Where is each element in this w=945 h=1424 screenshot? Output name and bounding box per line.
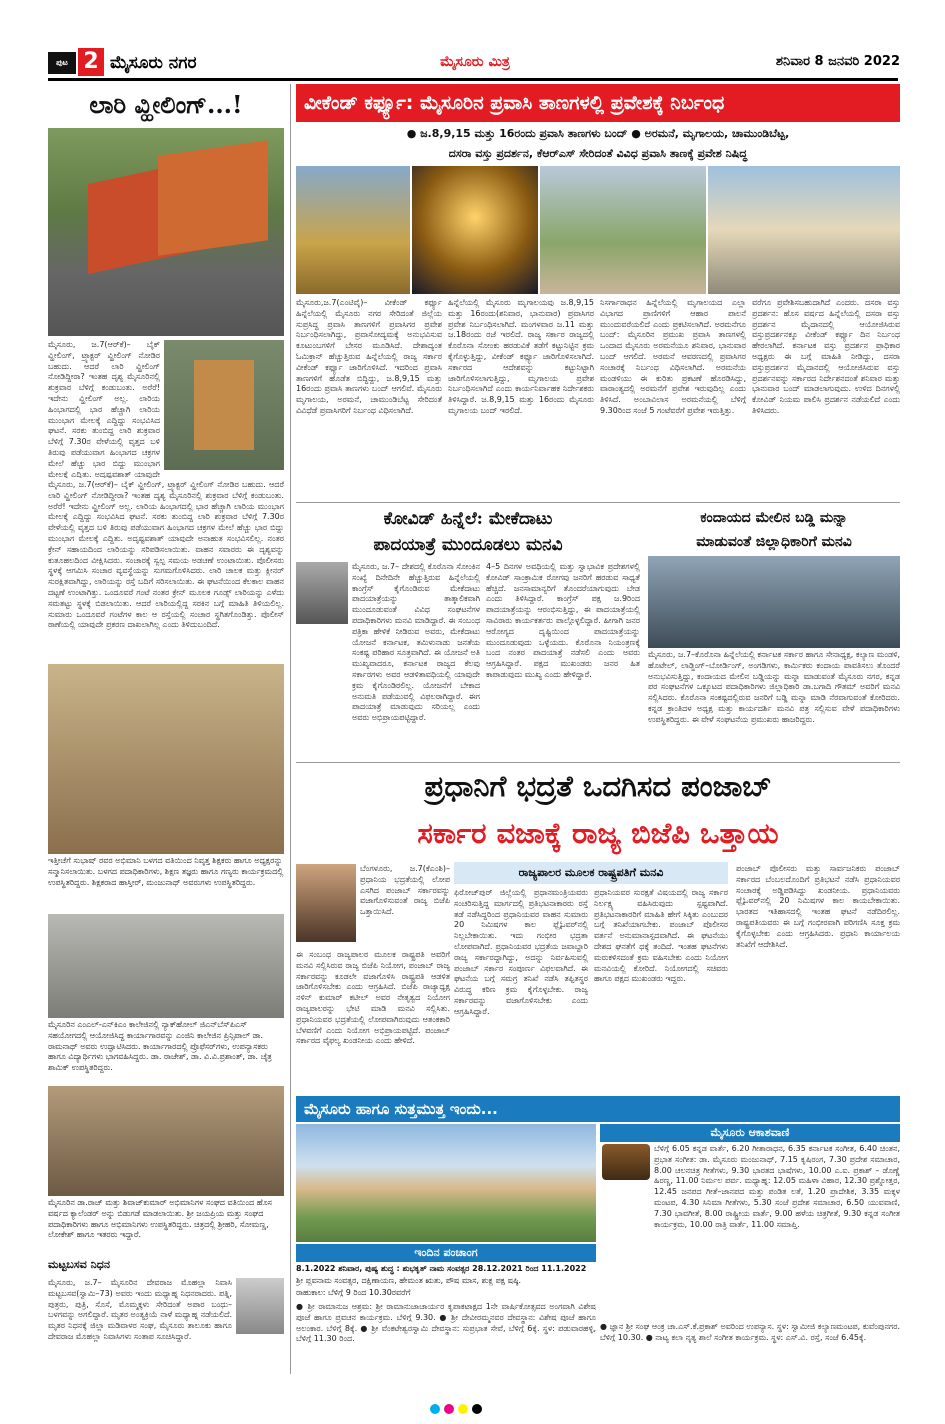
vertical-rule [290, 84, 291, 1374]
section-title: ಮೈಸೂರು ನಗರ [110, 53, 197, 73]
radio-footer: ● ಜ್ಞಾನ ಶ್ರೀ ಸಂಘ ಆಂಕ್ರ ಚಾ.ಎಸ್.ಕೆ.ಪ್ರಕಾಶ್ ಅವರಿಂದ ಉಪನ್ಯಾಸ. ಸ್ಥಳ: ಸ್ವಾಮೀಜಿ ಕಲ್ಯಾಣಮಂಟಪ, ಕುವೆಂಪುನಗರ. ಬೆಳಿಗ್ಗೆ 10.30. ● ನಾಟ್ಯ ಕಲಾ ನೃತ್ಯ ಶಾಲೆ ಸಂಗೀತ ಕಾರ್ಯಕ್ರಮ. ಸ್ಥಳ: ಎಸ್.ವಿ. ರಸ್ತೆ, ಸಂಜೆ 6.45ಕ್ಕೆ. [600, 1322, 900, 1342]
curfew-col3: ನಿಸರ್ಗಾರಾಧನ ಹಿನ್ನೆಲೆಯಲ್ಲಿ ಮೃಗಾಲಯದ ಎಲ್ಲಾ ವಿಭಾಗದ ಪ್ರಾಣಿಗಳಿಗೆ ಆಹಾರ ಪಾಲನೆ ಮುಂದುವರೆಯಲಿದೆ ಎಂದು ಪ್ರಕಟಿಸಲಾಗಿದೆ. ಅರಮನೆಗೂ ಬಂದ್: ಮೈಸೂರಿನ ಪ್ರಮುಖ ಪ್ರವಾಸಿ ತಾಣಗಳಲ್ಲಿ ಒಂದಾದ ಮೈಸೂರು ಅರಮನೆಯೂ ಶನಿವಾರ, ಭಾನುವಾರ ಬಂದ್ ಆಗಲಿದೆ. ಅರಮನೆ ಆವರಣದಲ್ಲಿ ಪ್ರವಾಸಿಗರ ಸಂಚಾರಕ್ಕೆ ನಿರ್ಬಂಧ ವಿಧಿಸಲಾಗಿದೆ. ಅರಮನೆಯ ಮಂಡಳಿಯು ಈ ಕುರಿತು ಪ್ರಕಟಣೆ ಹೊರಡಿಸಿದ್ದು, ವಾರಾಂತ್ಯದಲ್ಲಿ ಅರಮನೆಗೆ ಪ್ರವೇಶ ಇರುವುದಿಲ್ಲ ಎಂದು ತಿಳಿಸಿದೆ. ಅಂಬಾವಿಲಾಸ ಅರಮನೆಯಲ್ಲಿ ಬೆಳಿಗ್ಗೆ 9.30ರಿಂದ ಸಂಜೆ 5 ಗಂಟೆವರೆಗೆ ಪ್ರವೇಶ ಇರುತ್ತಿತ್ತು. [600, 298, 746, 415]
lorry-photo-2 [164, 340, 284, 470]
curfew-rule [296, 502, 900, 503]
kandaya-headline-1: ಕಂದಾಯದ ಮೇಲಿನ ಬಡ್ಡಿ ಮನ್ನಾ [700, 510, 848, 526]
gate-photo [708, 166, 900, 294]
mekedatu-headline-1: ಕೋವಿಡ್ ಹಿನ್ನೆಲೆ: ಮೇಕೆದಾಟು [383, 509, 553, 529]
curfew-col2: ಹಿನ್ನೆಲೆಯಲ್ಲಿ ಮೈಸೂರು ಮೃಗಾಲಯವು ಜ.8,9,15 ಮತ್ತು 16ರಂದು(ಶನಿವಾರ, ಭಾನುವಾರ) ಪ್ರವಾಸಿಗರ ಪ್ರವೇಶ ನಿರ್ಬಂಧಿಸಲಾಗಿದೆ. ಮಂಗಳವಾರ ಜ.11 ಮತ್ತು ಜ.18ರಂದು ರಜೆ ಇರಲಿದೆ. ರಾಜ್ಯ ಸರ್ಕಾರ ರಾಜ್ಯದಲ್ಲಿ ಕೊರೊನಾ ಸೋಂಕು ಹರಡುವಿಕೆ ತಡೆಗೆ ಕಟ್ಟುನಿಟ್ಟಿನ ಕ್ರಮ ಕೈಗೊಳ್ಳುತ್ತಿದ್ದು, ವೀಕೆಂಡ್ ಕರ್ಫ್ಯೂ ಜಾರಿಗೊಳಿಸಲಾಗಿದೆ. ಸರ್ಕಾರದ ಆದೇಶವನ್ನು ಕಟ್ಟುನಿಟ್ಟಾಗಿ ಜಾರಿಗೊಳಿಸಲಾಗುತ್ತಿದ್ದು, ಮೃಗಾಲಯ ಪ್ರವೇಶ ನಿರ್ಬಂಧಿಸಲಾಗಿದೆ ಎಂದು ಕಾರ್ಯನಿರ್ವಾಹಕ ನಿರ್ದೇಶಕರು ತಿಳಿಸಿದ್ದಾರೆ. ಜ.8,9,15 ಮತ್ತು 16ರಂದು ಮೈಸೂರು ಮೃಗಾಲಯ ಬಂದ್ ಇರಲಿದೆ. [448, 298, 594, 415]
punjab-col3: ಪ್ರಧಾನಿಯವರ ಸುರಕ್ಷತೆ ವಿಷಯದಲ್ಲಿ ರಾಜ್ಯ ಸರ್ಕಾರ ನಿರ್ಲಕ್ಷ್ಯ ವಹಿಸಿರುವುದು ಸ್ಪಷ್ಟವಾಗಿದೆ. ಪ್ರತಿಭಟನಾಕಾರರಿಗೆ ಮಾಹಿತಿ ಹೇಗೆ ಸಿಕ್ಕಿತು ಎಂಬುದರ ಬಗ್ಗೆ ತನಿಖೆಯಾಗಬೇಕು. ಪಂಜಾಬ್ ಪೊಲೀಸರ ವರ್ತನೆ ಅನುಮಾನಾಸ್ಪದವಾಗಿದೆ. ಈ ಘಟನೆಯು ದೇಶದ ಘನತೆಗೆ ಧಕ್ಕೆ ತಂದಿದೆ. ಇಂತಹ ಘಟನೆಗಳು ಮರುಕಳಿಸದಂತೆ ಕ್ರಮ ವಹಿಸಬೇಕು ಎಂದು ನಿಯೋಗ ಮನವಿಯಲ್ಲಿ ಕೋರಿದೆ. ನಿಯೋಗದಲ್ಲಿ ಸಚಿವರು ಹಾಗೂ ಪಕ್ಷದ ಮುಖಂಡರು ಇದ್ದರು. [594, 888, 728, 984]
reg-mark-black [472, 1404, 482, 1414]
punjab-col1a: ಬೆಂಗಳೂರು, ಜ.7(ಕೆಎಂಶಿ)– ಪ್ರಧಾನಿಯ ಭದ್ರತೆಯಲ್ಲಿ ಲೋಪ ಎಸಗಿದ ಪಂಜಾಬ್ ಸರ್ಕಾರವನ್ನು ವಜಾಗೊಳಿಸುವಂತೆ ರಾಜ್ಯ ಬಿಜೆಪಿ ಒತ್ತಾಯಿಸಿದೆ. [360, 864, 450, 917]
punjab-photo [296, 864, 356, 942]
reg-mark-cyan [430, 1404, 440, 1414]
obituary-title: ಮಟ್ಟಬಸವ ನಿಧನ [48, 1258, 110, 1271]
obituary-photo [236, 1278, 284, 1334]
palace-lights-photo [412, 166, 538, 294]
panchanga-line2: ಶ್ರೀ ಪ್ಲವನಾಮ ಸಂವತ್ಸರ, ದಕ್ಷಿಣಾಯಣ, ಹೇಮಂತ ಋತು, ಪೌಷ ಮಾಸ, ಶುಕ್ಲ ಪಕ್ಷ ಷಷ್ಠಿ. [296, 1276, 522, 1285]
mekedatu-headline-2: ಪಾದಯಾತ್ರೆ ಮುಂದೂಡಲು ಮನವಿ [373, 535, 563, 555]
page-label: ಪುಟ [48, 52, 76, 74]
award-photo [48, 664, 284, 854]
college-caption: ಮೈಸೂರಿನ ಎಂಎಲ್-ಎನ್‌ಕಿಎಂ ಕಾಲೇಜಿನಲ್ಲಿ ನ್ಯಾಕ್‌ಹೋಲ್ ಜಿಎನ್‌ಬೆಸ್‌ಪಿಎಸ್ ಸಹಯೋಗದಲ್ಲಿ ಆಯೋಜಿಸಿದ್ದ ಕಾರ್ಯಾಗಾರವನ್ನು ಎಂಜಿನಿ ಕಾಲೇಜಿನ ಪ್ರಿನ್ಸಿಪಾಲ್ ಡಾ. ರಾಮನಾಥ್ ಅವರು ಉದ್ಘಾಟಿಸಿದರು. ಕಾರ್ಯಾಗಾರದಲ್ಲಿ ಪ್ರೊಫೆಸರ್‌ಗಳು, ಉಪನ್ಯಾಸಕರು ಹಾಗೂ ವಿದ್ಯಾರ್ಥಿಗಳು ಭಾಗವಹಿಸಿದ್ದರು. ಡಾ. ರಾಜೇಶ್, ಡಾ. ವಿ.ವಿ.ಪ್ರಶಾಂತ್, ಡಾ. ಚೈತ್ರ ಶಾಮಿಕ್ ಉಪಸ್ಥಿತರಿದ್ದರು. [48, 1020, 272, 1073]
curfew-col1: ಮೈಸೂರು,ಜ.7(ಎಂಟಿವೈ)– ವೀಕೆಂಡ್ ಕರ್ಫ್ಯೂ ಹಿನ್ನೆಲೆಯಲ್ಲಿ ಮೈಸೂರು ನಗರ ಸೇರಿದಂತೆ ಜಿಲ್ಲೆಯ ಸುಪ್ರಸಿದ್ಧ ಪ್ರವಾಸಿ ತಾಣಗಳಿಗೆ ಪ್ರವಾಸಿಗರ ಪ್ರವೇಶ ನಿರ್ಬಂಧಿಸಲಾಗಿದ್ದು, ಪ್ರವಾಸೋದ್ಯಮಕ್ಕೆ ಅನುಭವಿಸುವ ಕೂಟುಂಬಗಳಿಗೆ ಬೇಸರ ಮೂಡಿಸಿದೆ. ದೇಶಾದ್ಯಂತ ಓಮಿಕ್ರಾನ್ ಹೆಚ್ಚುತ್ತಿರುವ ಹಿನ್ನೆಲೆಯಲ್ಲಿ ರಾಜ್ಯ ಸರ್ಕಾರ ವೀಕೆಂಡ್ ಕರ್ಫ್ಯೂ ಜಾರಿಗೊಳಿಸಿದೆ. ಇದರಿಂದ ಪ್ರವಾಸಿ ತಾಣಗಳಿಗೆ ಹೊಡೆತ ಬಿದ್ದಿದ್ದು, ಜ.8,9,15 ಮತ್ತು 16ರಂದು ಪ್ರವಾಸಿ ತಾಣಗಳು ಬಂದ್ ಆಗಲಿವೆ. ಮೈಸೂರು ಮೃಗಾಲಯ, ಅರಮನೆ, ಚಾಮುಂಡಿಬೆಟ್ಟ ಸೇರಿದಂತೆ ವಿವಿಧೆಡೆ ಪ್ರವಾಸಿಗರಿಗೆ ನಿರ್ಬಂಧ ವಿಧಿಸಲಾಗಿದೆ. [296, 298, 442, 415]
radio-icon [602, 1144, 650, 1180]
curfew-headline: ವೀಕೆಂಡ್ ಕರ್ಫ್ಯೂ: ಮೈಸೂರಿನ ಪ್ರವಾಸಿ ತಾಣಗಳಲ್ಲಿ ಪ್ರವೇಶಕ್ಕೆ ನಿರ್ಬಂಧ [296, 84, 900, 122]
page-number: 2 [78, 48, 104, 76]
garden-photo [540, 166, 706, 294]
curfew-col4: ವರೆಗೂ ಪ್ರವೇಶಿಸಬಹುದಾಗಿದೆ ಎಂದರು. ದಸರಾ ವಸ್ತು ಪ್ರದರ್ಶನ: ಹೊಸ ವರ್ಷದ ಹಿನ್ನೆಲೆಯಲ್ಲಿ ದಸರಾ ವಸ್ತು ಪ್ರದರ್ಶನ ಮೈದಾನದಲ್ಲಿ ಆಯೋಜಿಸಿರುವ ವಸ್ತುಪ್ರದರ್ಶನಕ್ಕೂ ವೀಕೆಂಡ್ ಕರ್ಫ್ಯೂ ದಿನ ನಿರ್ಬಂಧ ಹೇರಲಾಗಿದೆ. ಕರ್ನಾಟಕ ವಸ್ತು ಪ್ರದರ್ಶನ ಪ್ರಾಧಿಕಾರ ಅಧ್ಯಕ್ಷರು ಈ ಬಗ್ಗೆ ಮಾಹಿತಿ ನೀಡಿದ್ದು, ದಸರಾ ವಸ್ತುಪ್ರದರ್ಶನ ಮೈದಾನದಲ್ಲಿ ಆಯೋಜಿಸಿರುವ ವಸ್ತು ಪ್ರದರ್ಶನವನ್ನು ಸರ್ಕಾರದ ನಿರ್ದೇಶನದಂತೆ ಶನಿವಾರ ಮತ್ತು ಭಾನುವಾರ ಬಂದ್ ಮಾಡಲಾಗುವುದು. ಉಳಿದ ದಿನಗಳಲ್ಲಿ ಕೋವಿಡ್ ನಿಯಮ ಪಾಲಿಸಿ ಪ್ರದರ್ಶನ ನಡೆಯಲಿದೆ ಎಂದು ತಿಳಿಸಿದರು. [752, 298, 900, 415]
calendar-photo [48, 1086, 284, 1196]
temple-photo [296, 166, 410, 294]
mekedatu-col2: 4–5 ದಿನಗಳ ಅವಧಿಯಲ್ಲಿ ಮತ್ತು ಸ್ವಾಭಾವಿಕ ಪ್ರದೇಶಗಳಲ್ಲಿ ಕೋವಿಡ್ ಸಾಂಕ್ರಾಮಿಕ ರೋಗವು ಜನರಿಗೆ ಹರಡುವ ಸಾಧ್ಯತೆ ಹೆಚ್ಚಿದೆ. ಜನಸಾಮಾನ್ಯರಿಗೆ ತೊಂದರೆಯಾಗುವುದು ಬೇಡ ಎಂದು ತಿಳಿಸಿದ್ದಾರೆ. ಕಾಂಗ್ರೆಸ್ ಪಕ್ಷ ಜ.9ರಿಂದ ಪಾದಯಾತ್ರೆಯನ್ನು ಆರಂಭಿಸುತ್ತಿದ್ದು, ಈ ಪಾದಯಾತ್ರೆಯಲ್ಲಿ ಸಾವಿರಾರು ಕಾರ್ಯಕರ್ತರು ಪಾಲ್ಗೊಳ್ಳಲಿದ್ದಾರೆ. ಹೀಗಾಗಿ ಜನರ ಆರೋಗ್ಯದ ದೃಷ್ಟಿಯಿಂದ ಪಾದಯಾತ್ರೆಯನ್ನು ಮುಂದೂಡುವುದು ಒಳ್ಳೆಯದು. ಕೊರೊನಾ ನಿಯಂತ್ರಣಕ್ಕೆ ಬಂದ ನಂತರ ಪಾದಯಾತ್ರೆ ನಡೆಸಲಿ ಎಂದು ಅವರು ಆಗ್ರಹಿಸಿದ್ದಾರೆ. ಪಕ್ಷದ ಮುಖಂಡರು ಜನರ ಹಿತ ಕಾಪಾಡುವುದು ಮುಖ್ಯ ಎಂದು ಹೇಳಿದ್ದಾರೆ. [486, 562, 640, 679]
punjab-col4: ಪಂಜಾಬ್ ಪೊಲೀಸರು ಮತ್ತು ಸಾರ್ವಜನಿಕರು ಪಂಜಾಬ್ ಸರ್ಕಾರದ ಬೆಂಬಲದೊಂದಿಗೆ ಪ್ರತಿಭಟನೆ ನಡೆಸಿ ಪ್ರಧಾನಿಯವರ ಸಂಚಾರಕ್ಕೆ ಅಡ್ಡಿಪಡಿಸಿದ್ದು ಖಂಡನೀಯ. ಪ್ರಧಾನಿಯವರು ಫ್ಲೈಓವರ್‌ನಲ್ಲಿ 20 ನಿಮಿಷಗಳ ಕಾಲ ಕಾಯಬೇಕಾಯಿತು. ಭಾರತದ ಇತಿಹಾಸದಲ್ಲಿ ಇಂತಹ ಘಟನೆ ನಡೆದಿರಲಿಲ್ಲ. ರಾಷ್ಟ್ರಪತಿಯವರು ಈ ಬಗ್ಗೆ ಗಂಭೀರವಾಗಿ ಪರಿಗಣಿಸಿ ಸೂಕ್ತ ಕ್ರಮ ಕೈಗೊಳ್ಳಬೇಕು ಎಂದು ಆಗ್ರಹಿಸಿದರು. ಪ್ರಧಾನಿ ಕಾರ್ಯಾಲಯ ತನಿಖೆಗೆ ಆದೇಶಿಸಿದೆ. [736, 864, 900, 949]
award-caption: ಇತ್ತೀಚೆಗೆ ಸುಭಾಷ್ ರವರ ಅಭಿಮಾನಿ ಬಳಗದ ವತಿಯಿಂದ ನಿವೃತ್ತ ಶಿಕ್ಷಕರು ಹಾಗೂ ಅಧ್ಯಕ್ಷರನ್ನು ಸನ್ಮಾನಿಸಲಾಯಿತು. ಬಳಗದ ಪದಾಧಿಕಾರಿಗಳು, ಶಿಕ್ಷಣ ತಜ್ಞರು ಹಾಗೂ ಗಣ್ಯರು ಕಾರ್ಯಕ್ರಮದಲ್ಲಿ ಉಪಸ್ಥಿತರಿದ್ದರು. ಶಿಕ್ಷಕರಾದ ಹಾಸ್ತೀರ್, ಮಂಜುನಾಥ್ ಅವರುಗಳು ಉಪಸ್ಥಿತರಿದ್ದರು. [48, 856, 284, 887]
date: ಶನಿವಾರ 8 ಜನವರಿ 2022 [775, 54, 900, 69]
today-header: ಮೈಸೂರು ಹಾಗೂ ಸುತ್ತಮುತ್ತ ಇಂದು... [296, 1096, 900, 1122]
radio-body: ಬೆಳಿಗ್ಗೆ 6.05 ಕನ್ನಡ ವಾರ್ತೆ, 6.20 ಗೀತಾರಾಧನ, 6.35 ಕರ್ನಾಟಕ ಸಂಗೀತ, 6.40 ಚಿಂತನ, ಪ್ರಭಾತ ಸಂಗೀತ: ಡಾ. ಮೈಸೂರು ಮಂಜುನಾಥ್, 7.15 ಕೃಷಿರಂಗ, 7.30 ಪ್ರದೇಶ ಸಮಾಚಾರ, 8.00 ಚಲನಚಿತ್ರ ಗೀತೆಗಳು, 9.30 ಭಾರತದ ಭಾಷೆಗಳು, 10.00 ಎ.ಐ. ಪ್ರಕಾಶ್ – ಡೊಣ್ಣೆ ಹಿರಣ್ಣ, 11.00 ನಿರ್ಮಲ ಪರ್ವ. ಮಧ್ಯಾಹ್ನ: 12.05 ಮಹಿಳಾ ವಿಹಾರ, 12.30 ಪ್ರಶ್ನೋತ್ತರ, 12.45 ಜನಪದ ಗೀತೆ–ಜಾನಪದ ಮತ್ತು ಪಂಡಿತ ಲತೆ, 1.20 ಪ್ರಾದೇಶಿಕ, 3.35 ಮಕ್ಕಳ ಮಂಟಪ, 4.30 ಸಿನಿಮಾ ಗೀತೆಗಳು, 5.30 ಸಂಜೆ ಪ್ರದೇಶ ಸಮಾಚಾರ, 6.50 ಯುವವಾಣಿ, 7.30 ಭಾವಗೀತೆ, 8.00 ರಾಷ್ಟ್ರೀಯ ವಾರ್ತೆ, 9.00 ಹಳೆಯ ಚಿತ್ರಗೀತೆ, 9.30 ಕನ್ನಡ ಸಂಗೀತ ಕಾರ್ಯಕ್ರಮ, 10.00 ರಾತ್ರಿ ವಾರ್ತೆ, 11.00 ಸಮಾಪ್ತಿ. [654, 1144, 900, 1229]
kandaya-headline-2: ಮಾಡುವಂತೆ ಜಿಲ್ಲಾಧಿಕಾರಿಗೆ ಮನವಿ [696, 534, 852, 550]
calendar-caption: ಮೈಸೂರಿನ ಡಾ.ರಾಜ್ ಮತ್ತು ಶಿವಾಜ್‌ಕುಮಾರ್ ಅಭಿಮಾನಿಗಳ ಸಂಘದ ವತಿಯಿಂದ ಹೊಸ ವರ್ಷದ ಕ್ಯಾಲೆಂಡರ್ ಅನ್ನು ಬಿಡುಗಡೆ ಮಾಡಲಾಯಿತು. ಶ್ರೀ ಜಯಪ್ರಿಯ ಮತ್ತು ಸಂಘದ ಪದಾಧಿಕಾರಿಗಳು ಹಾಗೂ ಅಭಿಮಾನಿಗಳು ಉಪಸ್ಥಿತರಿದ್ದರು. ಚಿತ್ರದಲ್ಲಿ ಶ್ರೀಹರಿ, ಸೋಮಣ್ಣ, ಲೋಕೇಶ್ ಹಾಗೂ ಇತರರು ಇದ್ದಾರೆ. [48, 1198, 272, 1240]
lorry-body-top: ಮೈಸೂರು, ಜ.7(ಆರ್‌ಕೆ)– ಬೈಕ್ ವ್ಹೀಲಿಂಗ್, ಟ್ರ್ಯಾಕ್ಟರ್ ವ್ಹೀಲಿಂಗ್ ನೋಡಿರ ಬಹುದು. ಆದರೆ ಲಾರಿ ವ್ಹೀಲಿಂಗ್ ನೋಡಿದ್ದೀರಾ? ಇಂತಹ ದೃಶ್ಯ ಮೈಸೂರಿನಲ್ಲಿ ಶುಕ್ರವಾರ ಬೆಳಿಗ್ಗೆ ಕಂಡುಬಂತು. ಅರೆರೆ! ಇದೇನು ವ್ಹೀಲಿಂಗ್ ಅಲ್ಲ. ಲಾರಿಯ ಹಿಂಭಾಗದಲ್ಲಿ ಭಾರ ಹೆಚ್ಚಾಗಿ ಲಾರಿಯ ಮುಂಭಾಗ ಮೇಲಕ್ಕೆ ಎದ್ದಿದ್ದು ಸಂಭವಿಸಿದ ಘಟನೆ. ಸರಕು ತುಂಬಿದ್ದ ಲಾರಿ ಶುಕ್ರವಾರ ಬೆಳಿಗ್ಗೆ 7.30ರ ವೇಳೆಯಲ್ಲಿ ವೃತ್ತದ ಬಳಿ ತಿರುವು ಪಡೆಯುವಾಗ ಹಿಂಭಾಗದ ಚಕ್ರಗಳ ಮೇಲೆ ಹೆಚ್ಚು ಭಾರ ಬಿದ್ದು ಮುಂಭಾಗ ಮೇಲಕ್ಕೆ ಎದ್ದಿತು. ಅದೃಷ್ಟವಶಾತ್ ಯಾವುದೇ [48, 340, 160, 478]
radio-title: ಮೈಸೂರು ಆಕಾಶವಾಣಿ [600, 1124, 900, 1142]
punjab-headline-1: ಪ್ರಧಾನಿಗೆ ಭದ್ರತೆ ಒದಗಿಸದ ಪಂಜಾಬ್ [424, 769, 772, 803]
kandaya-photo [648, 556, 900, 648]
mekedatu-col1: ಮೈಸೂರು, ಜ.7– ದೇಶದಲ್ಲಿ ಕೊರೊನಾ ಸೋಂಕಿನ ಸಂಖ್ಯೆ ದಿನೇದಿನೇ ಹೆಚ್ಚುತ್ತಿರುವ ಹಿನ್ನೆಲೆಯಲ್ಲಿ ಕಾಂಗ್ರೆಸ್ ಕೈಗೊಂಡಿರುವ ಮೇಕೆದಾಟು ಪಾದಯಾತ್ರೆಯನ್ನು ತಾತ್ಕಾಲಿಕವಾಗಿ ಮುಂದೂಡುವಂತೆ ವಿವಿಧ ಸಂಘಟನೆಗಳ ಪದಾಧಿಕಾರಿಗಳು ಮನವಿ ಮಾಡಿದ್ದಾರೆ. ಈ ಸಂಬಂಧ ಪತ್ರಿಕಾ ಹೇಳಿಕೆ ನೀಡಿರುವ ಅವರು, ಮೇಕೆದಾಟು ಯೋಜನೆ ಕರ್ನಾಟಕ, ತಮಿಳುನಾಡು ಜನತೆಯ ಸಂಕಷ್ಟ ಪರಿಹಾರ ಸೂತ್ರವಾಗಿದೆ. ಈ ಯೋಜನೆ ಅತಿ ಮುಖ್ಯವಾದರೂ, ಕರ್ನಾಟಕ ರಾಜ್ಯದ ಕೆಲವು ಸರ್ಕಾರಗಳು ಅವರ ಆಡಳಿತಾವಧಿಯಲ್ಲಿ ಯಾವುದೇ ಕ್ರಮ ಕೈಗೊಂಡಿರಲಿಲ್ಲ. ಯೋಜನೆಗೆ ಬೇಕಾದ ಅನುಮತಿ ಪಡೆಯುವಲ್ಲಿ ವಿಫಲರಾಗಿದ್ದಾರೆ. ಈಗ ಪಾದಯಾತ್ರೆ ಮಾಡುವುದು ಸರಿಯಲ್ಲ ಎಂದು ಅವರು ಅಭಿಪ್ರಾಯಪಟ್ಟಿದ್ದಾರೆ. [352, 562, 480, 723]
lorry-body: ಮೈಸೂರು, ಜ.7(ಆರ್‌ಕೆ)– ಬೈಕ್ ವ್ಹೀಲಿಂಗ್, ಟ್ರ್ಯಾಕ್ಟರ್ ವ್ಹೀಲಿಂಗ್ ನೋಡಿರ ಬಹುದು. ಆದರೆ ಲಾರಿ ವ್ಹೀಲಿಂಗ್ ನೋಡಿದ್ದೀರಾ? ಇಂತಹ ದೃಶ್ಯ ಮೈಸೂರಿನಲ್ಲಿ ಶುಕ್ರವಾರ ಬೆಳಿಗ್ಗೆ ಕಂಡುಬಂತು. ಅರೆರೆ! ಇದೇನು ವ್ಹೀಲಿಂಗ್ ಅಲ್ಲ. ಲಾರಿಯ ಹಿಂಭಾಗದಲ್ಲಿ ಭಾರ ಹೆಚ್ಚಾಗಿ ಲಾರಿಯ ಮುಂಭಾಗ ಮೇಲಕ್ಕೆ ಎದ್ದಿದ್ದು ಸಂಭವಿಸಿದ ಘಟನೆ. ಸರಕು ತುಂಬಿದ್ದ ಲಾರಿ ಶುಕ್ರವಾರ ಬೆಳಿಗ್ಗೆ 7.30ರ ವೇಳೆಯಲ್ಲಿ ವೃತ್ತದ ಬಳಿ ತಿರುವು ಪಡೆಯುವಾಗ ಹಿಂಭಾಗದ ಚಕ್ರಗಳ ಮೇಲೆ ಹೆಚ್ಚು ಭಾರ ಬಿದ್ದು ಮುಂಭಾಗ ಮೇಲಕ್ಕೆ ಎದ್ದಿತು. ಅದೃಷ್ಟವಶಾತ್ ಯಾವುದೇ ಅನಾಹುತ ಸಂಭವಿಸಲಿಲ್ಲ. ನಂತರ ಕ್ರೇನ್ ಸಹಾಯದಿಂದ ಲಾರಿಯನ್ನು ಸರಿಪಡಿಸಲಾಯಿತು. ವಾಹನ ಸವಾರರು ಈ ದೃಶ್ಯವನ್ನು ಕುತೂಹಲದಿಂದ ವೀಕ್ಷಿಸಿದರು. ಸಂಚಾರಕ್ಕೆ ಸ್ವಲ್ಪ ಸಮಯ ಅಡಚಣೆ ಉಂಟಾಯಿತು. ಪೊಲೀಸರು ಸ್ಥಳಕ್ಕೆ ಆಗಮಿಸಿ ಸಂಚಾರ ವ್ಯವಸ್ಥೆಯನ್ನು ಸುಗಮಗೊಳಿಸಿದರು. ಲಾರಿ ಚಾಲಕ ಮತ್ತು ಕ್ಲೀನರ್ ಸುರಕ್ಷಿತವಾಗಿದ್ದು, ಲಾರಿಯನ್ನು ರಸ್ತೆ ಬದಿಗೆ ಸರಿಸಲಾಯಿತು. ಈ ಘಟನೆಯಿಂದ ಕೆಲಕಾಲ ವಾಹನ ದಟ್ಟಣೆ ಉಂಟಾಗಿತ್ತು. ಒಂದೂವರೆ ಗಂಟೆ ನಂತರ ಕ್ರೇನ್ ಮೂಲಕ ಗೂಡ್ಸ್ ಲಾರಿಯನ್ನು ಎಳೆದು ಸಮತಟ್ಟು ಸ್ಥಳಕ್ಕೆ ಬಿಡಲಾಯಿತು. ಆದರೆ ಲಾರಿಯಲ್ಲಿದ್ದ ಸರಕಿನ ಬಗ್ಗೆ ಮಾಹಿತಿ ತಿಳಿಯಲಿಲ್ಲ. ಸುಮಾರು ಒಂದೂವರೆ ಗಂಟೆಗಳ ಕಾಲ ಆ ರಸ್ತೆಯಲ್ಲಿ ಸಂಚಾರ ಸ್ಥಗಿತಗೊಂಡಿತ್ತು. ಪೊಲೀಸ್ ಠಾಣೆಯಲ್ಲಿ ಯಾವುದೇ ಪ್ರಕರಣ ದಾಖಲಾಗಿಲ್ಲ ಎಂದು ತಿಳಿದುಬಂದಿದೆ. [48, 480, 284, 630]
punjab-col2: ಫಿರೋಜ್‌ಪುರ್ ಜಿಲ್ಲೆಯಲ್ಲಿ ಪ್ರಧಾನಮಂತ್ರಿಯವರು ಸಂಚರಿಸುತ್ತಿದ್ದ ಮಾರ್ಗದಲ್ಲಿ ಪ್ರತಿಭಟನಾಕಾರರು ರಸ್ತೆ ತಡೆ ನಡೆಸಿದ್ದರಿಂದ ಪ್ರಧಾನಿಯವರ ವಾಹನ ಸುಮಾರು 20 ನಿಮಿಷಗಳ ಕಾಲ ಫ್ಲೈಓವರ್‌ನಲ್ಲಿ ನಿಲ್ಲಬೇಕಾಯಿತು. ಇದು ಗಂಭೀರ ಭದ್ರತಾ ಲೋಪವಾಗಿದೆ. ಪ್ರಧಾನಿಯವರ ಭದ್ರತೆಯ ಜವಾಬ್ದಾರಿ ರಾಜ್ಯ ಸರ್ಕಾರದ್ದಾಗಿದ್ದು, ಅದನ್ನು ನಿರ್ವಹಿಸುವಲ್ಲಿ ಪಂಜಾಬ್ ಸರ್ಕಾರ ಸಂಪೂರ್ಣ ವಿಫಲವಾಗಿದೆ. ಈ ಘಟನೆಯ ಬಗ್ಗೆ ಸಮಗ್ರ ತನಿಖೆ ನಡೆಸಿ ತಪ್ಪಿತಸ್ಥರ ವಿರುದ್ಧ ಕಠಿಣ ಕ್ರಮ ಕೈಗೊಳ್ಳಬೇಕು. ರಾಜ್ಯ ಸರ್ಕಾರವನ್ನು ವಜಾಗೊಳಿಸಬೇಕು ಎಂದು ಆಗ್ರಹಿಸಿದ್ದಾರೆ. [454, 888, 588, 1016]
punjab-subhead: ರಾಜ್ಯಪಾಲರ ಮೂಲಕ ರಾಷ್ಟ್ರಪತಿಗೆ ಮನವಿ [454, 862, 728, 884]
punjab-headline-2: ಸರ್ಕಾರ ವಜಾಕ್ಕೆ ರಾಜ್ಯ ಬಿಜೆಪಿ ಒತ್ತಾಯ [417, 816, 779, 850]
panchanga-line1: 8.1.2022 ಶನಿವಾರ, ಪುಷ್ಯ ಶುದ್ಧ : ಶುಭಕೃತ್ ನಾಮ ಸಂವತ್ಸರ 28.12.2021 ರಿಂದ 11.1.2022 [296, 1264, 587, 1273]
curfew-sub1: ● ಜ.8,9,15 ಮತ್ತು 16ರಂದು ಪ್ರವಾಸಿ ತಾಣಗಳು ಬಂದ್ ● ಅರಮನೆ, ಮೃಗಾಲಯ, ಚಾಮುಂಡಿಬೆಟ್ಟ, [406, 127, 790, 140]
obituary-body: ಮೈಸೂರು, ಜ.7– ಮೈಸೂರಿನ ದೇವರಾಜ ಮೊಹಲ್ಲಾ ನಿವಾಸಿ ಮಟ್ಟಬಸವ(ಸ್ವಾಮಿ–73) ಅವರು ಇಂದು ಮಧ್ಯಾಹ್ನ ನಿಧನರಾದರು. ಪತ್ನಿ, ಪುತ್ರರು, ಪುತ್ರಿ, ಸೊಸೆ, ಮೊಮ್ಮಕ್ಕಳು ಸೇರಿದಂತೆ ಅಪಾರ ಬಂಧು–ಬಳಗವನ್ನು ಅಗಲಿದ್ದಾರೆ. ಮೃತರ ಅಂತ್ಯಕ್ರಿಯೆ ನಾಳೆ ಮಧ್ಯಾಹ್ನ ನಡೆಯಲಿದೆ. ಮೃತರ ನಿಧನಕ್ಕೆ ಜಿಲ್ಲಾ ಮಡಿವಾಳರ ಸಂಘ, ಮೈಸೂರು ತಾಲೂಕು ಹಾಗೂ ದೇವರಾಜ ಮೊಹಲ್ಲಾ ನಿವಾಸಿಗಳು ಸಂತಾಪ ಸೂಚಿಸಿದ್ದಾರೆ. [48, 1278, 232, 1341]
palace-photo [296, 1124, 596, 1242]
panchanga-line3: ರಾಹುಕಾಲ: ಬೆಳಿಗ್ಗೆ 9 ರಿಂದ 10.30ರವರೆಗೆ [296, 1288, 411, 1297]
curfew-sub2: ದಸರಾ ವಸ್ತು ಪ್ರದರ್ಶನ, ಕೆಆರ್‌ಎಸ್ ಸೇರಿದಂತೆ ವಿವಿಧ ಪ್ರವಾಸಿ ತಾಣಕ್ಕೆ ಪ್ರವೇಶ ನಿಷಿದ್ಧ [448, 147, 748, 160]
masthead: ಮೈಸೂರು ಮಿತ್ರ [440, 54, 510, 70]
punjab-rule [296, 762, 900, 763]
kandaya-body: ಮೈಸೂರು, ಜ.7–ಕೊರೊನಾ ಹಿನ್ನೆಲೆಯಲ್ಲಿ ಕರ್ನಾಟಕ ಸರ್ಕಾರ ಹಾಗೂ ಸೇನಾಧ್ಯಕ್ಷ, ಕಲ್ಯಾಣ ಮಂಡಳಿ, ಹೊಟೇಲ್, ಲಾಡ್ಜಿಂಗ್–ಬೋರ್ಡಿಂಗ್, ಅಂಗಡಿಗಳು, ಕಾರ್ಮಿಕರು ಕಂದಾಯ ಪಾವತಿಸಲು ತೊಂದರೆ ಅನುಭವಿಸುತ್ತಿದ್ದು, ಕಂದಾಯದ ಮೇಲಿನ ಬಡ್ಡಿಯನ್ನು ಮನ್ನಾ ಮಾಡುವಂತೆ ಮೈಸೂರು ನಗರ, ಕನ್ನಡ ಪರ ಸಂಘಟನೆಗಳ ಒಕ್ಕೂಟದ ಪದಾಧಿಕಾರಿಗಳು ಜಿಲ್ಲಾಧಿಕಾರಿ ಡಾ.ಬಗಾದಿ ಗೌತಮ್ ಅವರಿಗೆ ಮನವಿ ಸಲ್ಲಿಸಿದರು. ಕೊರೊನಾ ಸಂಕಷ್ಟದಲ್ಲಿರುವ ಜನರಿಗೆ ಬಡ್ಡಿ ಮನ್ನಾ ಮಾಡಿ ನೆರವಾಗುವಂತೆ ಕೋರಿದರು. ಕನ್ನಡ ಕ್ರಾಂತಿದಳ ಅಧ್ಯಕ್ಷ ಮತ್ತು ಕಾರ್ಯದರ್ಶಿ ಮನವಿ ಪತ್ರ ಸಲ್ಲಿಸುವ ವೇಳೆ ಪದಾಧಿಕಾರಿಗಳು ಉಪಸ್ಥಿತರಿದ್ದರು. ಈ ವೇಳೆ ಸಂಘಟನೆಯ ಪ್ರಮುಖರು ಹಾಜರಿದ್ದರು. [648, 650, 900, 724]
lorry-photo [48, 128, 284, 336]
college-photo [48, 914, 284, 1018]
mekedatu-photo [296, 562, 348, 624]
punjab-col1b: ಈ ಸಂಬಂಧ ರಾಜ್ಯಪಾಲರ ಮೂಲಕ ರಾಷ್ಟ್ರಪತಿ ಅವರಿಗೆ ಮನವಿ ಸಲ್ಲಿಸಿರುವ ರಾಜ್ಯ ಬಿಜೆಪಿ ನಿಯೋಗ, ಪಂಜಾಬ್ ರಾಜ್ಯ ಸರ್ಕಾರವನ್ನು ಕೂಡಲೇ ವಜಾಗೊಳಿಸಿ ರಾಷ್ಟ್ರಪತಿ ಆಡಳಿತ ಜಾರಿಗೊಳಿಸಬೇಕು ಎಂದು ಆಗ್ರಹಿಸಿದೆ. ಬಿಜೆಪಿ ರಾಜ್ಯಾಧ್ಯಕ್ಷ ನಳಿನ್ ಕುಮಾರ್ ಕಟೀಲ್ ಅವರ ನೇತೃತ್ವದ ನಿಯೋಗ ರಾಜ್ಯಪಾಲರನ್ನು ಭೇಟಿ ಮಾಡಿ ಮನವಿ ಸಲ್ಲಿಸಿತು. ಪ್ರಧಾನಿಯವರ ಭದ್ರತೆಯಲ್ಲಿ ಲೋಪವಾಗಿರುವುದು ಆತಂಕಕಾರಿ ಬೆಳವಣಿಗೆ ಎಂದು ನಿಯೋಗ ಅಭಿಪ್ರಾಯಪಟ್ಟಿದೆ. ಪಂಜಾಬ್ ಸರ್ಕಾರದ ವೈಫಲ್ಯ ಖಂಡನೀಯ ಎಂದು ಹೇಳಿದೆ. [296, 950, 450, 1046]
reg-mark-magenta [444, 1404, 454, 1414]
header-rule [48, 78, 898, 81]
lorry-headline: ಲಾರಿ ವ್ಹೀಲಿಂಗ್...! [89, 90, 243, 119]
today-events: ● ಶ್ರೀ ರಾಮಾನುಜ ಆಶ್ರಮ: ಶ್ರೀ ರಾಮಾನುಜಾಚಾರ್ಯರ ಕೃಪಾಕಟಾಕ್ಷದ 1ನೇ ವಾರ್ಷಿಕೋತ್ಸವದ ಅಂಗವಾಗಿ ವಿಶೇಷ ಪೂಜೆ ಹಾಗೂ ಪ್ರವಚನ ಕಾರ್ಯಕ್ರಮ. ಬೆಳಿಗ್ಗೆ 9.30. ● ಶ್ರೀ ದೇವೀರಮ್ಮನವರ ದೇವಸ್ಥಾನ: ವಿಶೇಷ ಪೂಜೆ ಹಾಗೂ ಅಲಂಕಾರ. ಬೆಳಿಗ್ಗೆ 8ಕ್ಕೆ. ● ಶ್ರೀ ವೆಂಕಟೇಶ್ವರಸ್ವಾಮಿ ದೇವಸ್ಥಾನ: ಸುಪ್ರಭಾತ ಸೇವೆ, ಬೆಳಿಗ್ಗೆ 6ಕ್ಕೆ. ಸ್ಥಳ: ಪಡುವಾರಹಳ್ಳಿ, ಬೆಳಿಗ್ಗೆ 11.30 ರಿಂದ. [296, 1302, 596, 1344]
reg-mark-yellow [458, 1404, 468, 1414]
panchanga-title: ಇಂದಿನ ಪಂಚಾಂಗ [296, 1244, 596, 1262]
